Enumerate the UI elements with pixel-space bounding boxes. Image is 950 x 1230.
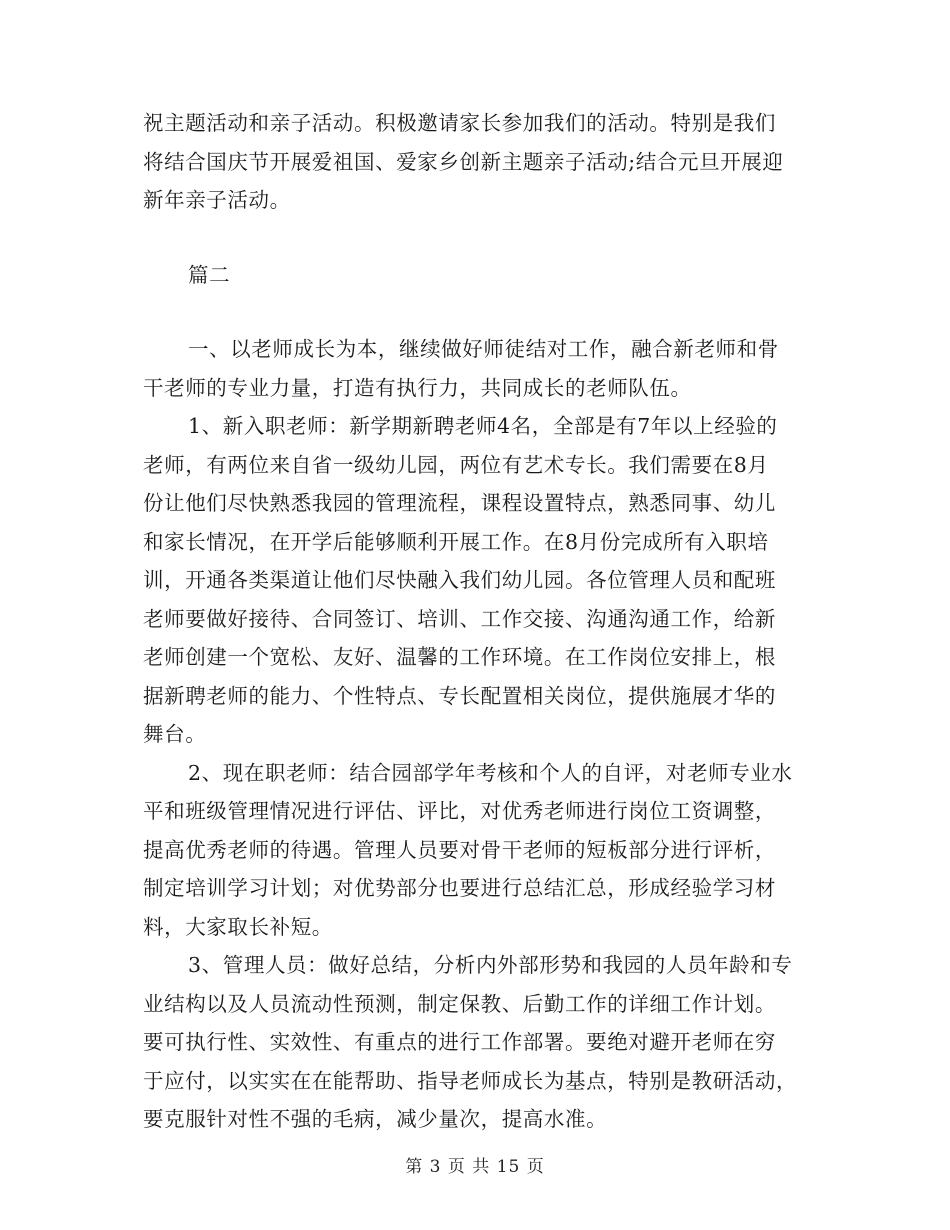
text-line: 祝主题活动和亲子活动。积极邀请家长参加我们的活动。特别是我们 xyxy=(143,111,776,135)
text-line: 提高优秀老师的待遇。管理人员要对骨干老师的短板部分进行评析， xyxy=(143,837,776,862)
section-title: 篇二 xyxy=(188,262,231,287)
text-line: 一、以老师成长为本，继续做好师徒结对工作，融合新老师和骨 xyxy=(188,337,779,361)
text-line: 舞台。 xyxy=(143,722,207,746)
text-line: 老师，有两位来自省一级幼儿园，两位有艺术专长。我们需要在8月 xyxy=(143,452,769,477)
text-line: 老师要做好接待、合同签订、培训、工作交接、沟通沟通工作，给新 xyxy=(143,606,776,631)
new-teacher-paragraph xyxy=(143,407,807,754)
current-teacher-paragraph xyxy=(143,754,807,947)
management-paragraph xyxy=(143,946,807,1139)
text-line: 干老师的专业力量，打造有执行力，共同成长的老师队伍。 xyxy=(143,375,692,400)
intro-paragraph xyxy=(143,104,807,220)
paragraph-gap xyxy=(143,220,807,256)
text-line: 料，大家取长补短。 xyxy=(143,914,333,939)
text-line: 训，开通各类渠道让他们尽快融入我们幼儿园。各位管理人员和配班 xyxy=(143,568,776,592)
text-line: 制定培训学习计划；对优势部分也要进行总结汇总，形成经验学习材 xyxy=(143,876,776,900)
text-line: 份让他们尽快熟悉我园的管理流程，课程设置特点，熟悉同事、幼儿 xyxy=(143,491,776,515)
text-line: 1、新入职老师：新学期新聘老师4名，全部是有7年以上经验的 xyxy=(188,414,778,438)
paragraph-gap xyxy=(143,294,807,330)
page-number-footer: 第 3 页 共 15 页 xyxy=(405,1157,545,1177)
text-line: 据新聘老师的能力、个性特点、专长配置相关岗位，提供施展才华的 xyxy=(143,683,776,708)
text-line: 业结构以及人员流动性预测，制定保教、后勤工作的详细工作计划。 xyxy=(143,991,776,1016)
text-line: 2、现在职老师：结合园部学年考核和个人的自评，对老师专业水 xyxy=(188,760,793,785)
text-line: 老师创建一个宽松、友好、温馨的工作环境。在工作岗位安排上，根 xyxy=(143,645,776,669)
text-line: 平和班级管理情况进行评估、评比，对优秀老师进行岗位工资调整， xyxy=(143,799,776,823)
text-line: 要克服针对性不强的毛病，减少量次，提高水准。 xyxy=(143,1107,608,1131)
teacher-growth-paragraph xyxy=(143,330,807,407)
text-line: 要可执行性、实效性、有重点的进行工作部署。要绝对避开老师在穷 xyxy=(143,1030,776,1054)
text-line: 于应付，以实实在在能帮助、指导老师成长为基点，特别是教研活动， xyxy=(143,1068,798,1093)
text-line: 将结合国庆节开展爱祖国、爱家乡创新主题亲子活动;结合元旦开展迎 xyxy=(143,149,784,174)
document-body xyxy=(143,104,807,1139)
text-line: 新年亲子活动。 xyxy=(143,188,291,212)
text-line: 和家长情况，在开学后能够顺利开展工作。在8月份完成所有入职培 xyxy=(143,529,769,554)
text-line: 3、管理人员：做好总结，分析内外部形势和我园的人员年龄和专 xyxy=(188,953,793,977)
